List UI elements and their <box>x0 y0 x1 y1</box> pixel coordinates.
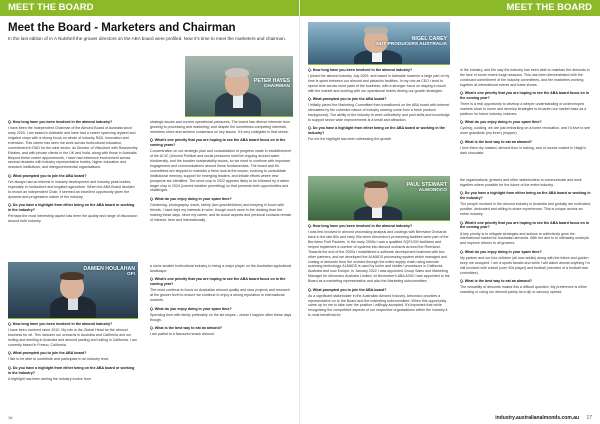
answer: I've always had an interest in industry development and industry peak bodies, especially in horticulture and irrigated agriculture. When the ABA Board decided to recruit an independent Chair, it seemed an excellent opportunity given the dynamic and progressive nature of the industry. <box>8 179 135 199</box>
peter-hayes-column-2 <box>150 120 293 262</box>
answer: I was first involved in almond processing analysis and costings with Berriview Orchards back in the late 80s and early 90s when Almondco's processing facilities were part of the Berriview Fruit Packers. In the early 2000s I was a qualified SQF1000 facilitator and helped implement a number of systems into almond orchards around the Riverland. Towards the end of the 2000s I established a software development business with two other partners, and we developed the ALMADS processing system which managed and costing of almonds from the orchard through the entire supply chain using barcode scanning technology. ALMADS is used by huller and sheller/ processors in California, Australia and now Europe. In January 2022 I was appointed Group Sales and Marketing Manager for Almondco Australia Limited. At November's ABA AGM I was appointed to the Board as a marketing representative and also the Marketing subcommittee. <box>308 230 450 284</box>
answer: A key priority is to mitigate strategies and actions to collectively grow the international market for Australian almonds. With the aim to to ultimately underpin and improve returns to all growers. <box>460 231 590 246</box>
question: Q. What's one priority that you are hoping to see the ABA board focus on in the coming year? <box>460 220 589 230</box>
answer: The versatility of almonds makes this a difficult question. My preference is either snacking or using our almond pastry as a dip or savoury spread. <box>460 285 588 294</box>
question: Q. Do you have a highlight from either being on the ABA board or working in the industry? <box>460 191 591 201</box>
answer: Concentration on our strategic plan and consolidation of progress made in establishment of the ACIC (Almond Political and social pressures shall be ongoing around water, biodiversity, and the broader sustainability issues, so we need to continue with important engagement and communications around these fundamentals. The board and it's committees are stepped to maintain a fresh look at the issues, evolving to consolidate institutional memory, support for emerging leaders, and initiate efforts where new prospects are identified. The short crop in 2022 appears likely to be followed by a rather larger crop in 2024 (current weather permitting) so that presents both opportunities and challenges. <box>150 149 291 193</box>
nigel-carey-column-2 <box>460 68 592 178</box>
article-title: Meet the Board - Marketers and Chairman <box>8 22 236 34</box>
damien-houlahan-column-2 <box>150 264 293 412</box>
question: Q. How long have you been involved in the almond industry? <box>308 224 413 228</box>
nigel-photo-rule <box>308 64 450 65</box>
answer: I initially joined the Marketing Committee then transitioned on the ABA board with interest stimulated by the cohesive nature of industry sharing come from a fresh produce background). The ability of the industry to work collectively and pool skills and knowledge to support sector wide improvements is a small and attraction. <box>308 103 450 123</box>
answer: As a significant stakeholder in the Australian Almond Industry, Almondco provides a representative on to the Board and the marketing subcommittee. When this opportunity came up for me to take over the position I willingly accepted. It's important that while recognising the competitive aspects of our respective organisations within the industry it is most beneficial for <box>308 293 448 318</box>
question: Q. What's one priority that you are hoping to see the ABA board focus on in the coming year? <box>460 91 589 101</box>
answer: For me the highlight has been witnessing the growth <box>308 137 392 142</box>
answer: Spending time with family preferably on the ski slopes – doesn't happen often these days though. <box>150 312 292 322</box>
answer: I am partial to a flavoured snack almond. <box>150 332 215 337</box>
answer: I love them dry roasted, almond flour in baking, and of course coated in Haigh's dark chocolate. <box>460 145 586 155</box>
question: Q. What's one priority that you are hoping to see the ABA board focus on in the coming year? <box>150 277 286 287</box>
footer-url[interactable] <box>495 415 592 421</box>
question: Q. Do you have a highlight from either being on the ABA board or working in the industry? <box>8 202 135 212</box>
question: Q. What do you enjoy doing in your spare time? <box>150 196 232 201</box>
nigel-carey-name: NIGEL CAREY <box>411 36 447 42</box>
paul-stewart-role: ALMONDCO <box>418 188 447 194</box>
peter-hayes-caption <box>185 76 293 91</box>
answer: My partner and our four children (all now adults) along with the future and golden keep me occupied. I am a sports fanatic and while I will watch almost anything I'm still involved with cricket (over 50s player) and football (member of a football club committee). <box>460 255 590 275</box>
question: Q. What do you enjoy doing in your spare time? <box>460 120 542 125</box>
damien-photo-rule <box>8 318 138 319</box>
right-page-number: 17 <box>586 415 592 421</box>
question: Q. Do you have a highlight from either being on the ABA board or working in the industry? <box>308 126 445 136</box>
question: Q. What prompted you to join the ABA board? <box>8 173 87 178</box>
answer: Gardening, photography, travel, family (two grandchildren) and keeping in touch with friends. I have kept my interests in wine, though much more in the drinking than the making these days, since my career, and its social aspects and personal contacts remain of interest, here and internationally. <box>150 202 292 222</box>
question: Q. How long have you been involved in the almond industry? <box>308 68 413 72</box>
paul-stewart-column-1 <box>308 224 450 414</box>
answer: Cycling, cooking, we are just embarking on a home renovation, and I'd love to see more grandkids (my inner) (hopper). <box>460 126 591 136</box>
answer: A highlight has been seeing the industry evolve from <box>8 376 92 381</box>
answer: There is a real opportunity to develop a deeper understanding of undeveloped markets close to home and develop strategies to broaden our market base as a platform for future industry volumes. <box>460 102 587 116</box>
article-intro: In the last edition of In A Nutshell the grower directors on the ABA board were profiled. Now it's time to meet the marketers and chairman. <box>8 36 286 41</box>
question: Q. How long have you been involved in the almond industry? <box>8 120 113 124</box>
paul-stewart-column-2 <box>460 178 592 403</box>
peter-photo-rule <box>185 116 293 117</box>
section-header-right: MEET THE BOARD <box>300 0 600 16</box>
paul-stewart-caption <box>308 180 450 195</box>
answer: I joined the almond industry July 2009, and based in Adelaide however a large part of my time is spent between our almond and pistachio facilities. In my role as CEO I tend to spend time across most parts of the business, with a stronger focus on staying in touch with the market and working with our operational teams driving our growth strategies. <box>308 74 450 93</box>
question: Q. What do you enjoy doing in your spare time? <box>460 249 542 254</box>
answer: strategic issues and current operational pressures. The board has diverse interests from growing to processing and marketing; and despite the sometimes competing interests, members strive and achieve consensus on key issues. It's very collegiate in that sense. <box>150 120 290 134</box>
paul-photo-rule <box>308 220 450 221</box>
question: Q. What's one priority that you are hoping to see the ABA board focus on in the coming years? <box>150 138 286 148</box>
damien-houlahan-role: OFI <box>127 272 135 278</box>
answer: in the industry, and the way the industry has been able to maintain the almonds in the face of some recent tough seasons. This has been demonstrated with the continued commitment of the industry committees, and the marketers working together at international events and trade shows. <box>460 68 590 87</box>
answer: The people involved in the almond industry in Australia and globally are motivated, positive, dedicated and willing to share experiences. This is unique across an entire industry. <box>460 202 591 217</box>
nigel-carey-photo <box>308 22 450 64</box>
section-header-left: MEET THE BOARD <box>0 0 300 16</box>
question: Q. What is the best way to eat an almond? <box>460 139 532 144</box>
question: Q. Do you have a highlight from either being on the ABA board or working in the industry? <box>8 365 135 375</box>
nigel-carey-caption <box>308 34 450 49</box>
footer-url-text[interactable]: industry.australianalmonds.com.au <box>495 415 580 421</box>
question: Q. What prompted you to join the ABA board? <box>308 287 387 292</box>
damien-houlahan-column-1 <box>8 322 138 412</box>
answer: The most continue to focus on Australian almond quality and slow projects and research at the grower level to ensure we continue to enjoy a strong reputation in international markets. <box>150 288 290 303</box>
damien-houlahan-caption <box>8 264 138 279</box>
damien-houlahan-photo <box>8 262 138 318</box>
nigel-carey-column-1 <box>308 68 450 178</box>
nigel-carey-role: NUT PRODUCERS AUSTRALIA <box>376 42 447 48</box>
answer: I have been involved since 2010. My role is the Global Head for the almond business for ofi. This includes our orchards in Australia and California and our hulling and shelling in Australia and almond pasting and hulling in California. I am currently based in Fresno, California. <box>8 328 137 347</box>
question: Q. How long have you been involved in the almond industry? <box>8 322 113 326</box>
damien-houlahan-name: DAMIEN HOULAHAN <box>83 266 135 272</box>
answer: I like to be able to contribute and participate in an industry level. <box>8 357 110 362</box>
peter-hayes-column-1 <box>8 120 138 262</box>
paul-stewart-photo <box>308 176 450 220</box>
question: Q. What prompted you to join the ABA board? <box>308 97 387 102</box>
peter-hayes-role: CHAIRMAN <box>263 84 290 90</box>
question: Q. What do you enjoy doing in your spare time? <box>150 306 232 311</box>
answer: I have been the Independent Chairman of the Almond Board of Australia since early 2020. I am based in Adelaide and have had a career spanning dryland and irrigated crops with a strong focus on whole of industry R&D, innovation and extension. This career has seen me work across horticultural education, commitment in R&D for the wine sector, as Director of Viticulture with Roseworthy Estates, and with private clients in the UK and India, along with those in Australia. Beyond these career appointments, I have had extensive involvement across several decades with industry representative bodies, higher education and research institutions, and intergovernmental organisations. <box>8 126 138 170</box>
peter-hayes-name: PETER HAYES <box>253 78 290 84</box>
question: Q. What prompted you to join the ABA board? <box>8 351 87 356</box>
left-page-number: 16 <box>8 415 13 420</box>
paul-stewart-name: PAUL STEWART <box>406 182 447 188</box>
answer: a niche smaller horticultural industry to being a major player on the Australian agricultural landscape. <box>150 264 292 273</box>
question: Q. What is the best way to eat an almond? <box>150 325 222 330</box>
answer: the organisations, growers and other stakeholders to communicate and work together where possible for the future of the entire industry. <box>460 178 582 187</box>
right-page <box>300 0 600 424</box>
answer: Perhaps the most interesting aspect has been the quality and range of discussion around both industry <box>8 213 138 223</box>
peter-hayes-photo <box>185 56 293 116</box>
question: Q. What is the best way to eat an almond? <box>460 278 532 283</box>
